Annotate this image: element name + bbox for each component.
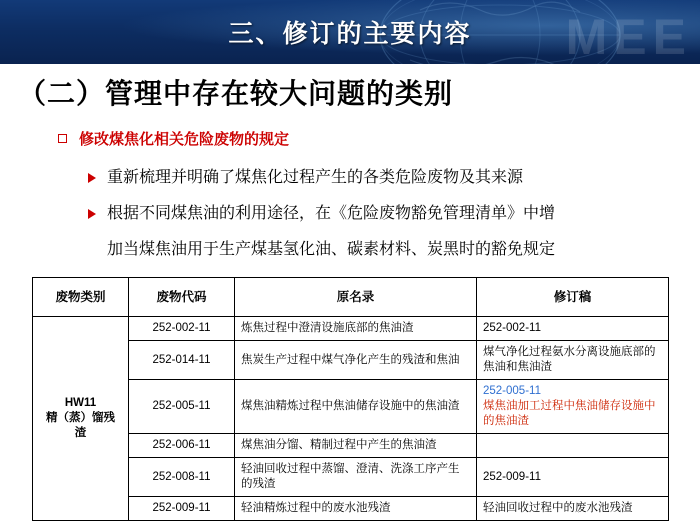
- table-row: [33, 341, 669, 380]
- table-cell-code: 252-002-11: [129, 317, 235, 341]
- table-cell-code: 252-014-11: [129, 341, 235, 380]
- table-row: [33, 317, 669, 341]
- table-row: [33, 497, 669, 521]
- table-cell-old-name: 炼焦过程中澄清设施底部的焦油渣: [235, 317, 477, 341]
- table-cell-revised: 轻油回收过程中的废水池残渣: [477, 497, 669, 521]
- table-header-revised: 修订稿: [477, 278, 669, 317]
- table-cell-code: 252-006-11: [129, 434, 235, 458]
- table-header-category: 废物类别: [33, 278, 129, 317]
- bullet-level2-first: [88, 166, 523, 190]
- bullet-level2-second-continuation: 加当煤焦油用于生产煤基氢化油、碳素材料、炭黑时的豁免规定: [107, 241, 556, 258]
- bullet-level2-second-label: 根据不同煤焦油的利用途径，在《危险废物豁免管理清单》中增: [107, 205, 556, 222]
- table-row: [33, 434, 669, 458]
- revised-text: 煤焦油加工过程中焦油储存设施中的焦油渣: [483, 400, 656, 427]
- triangle-bullet-icon: [88, 209, 96, 219]
- page-title: （二）管理中存在较大问题的类别: [18, 78, 454, 109]
- triangle-bullet-icon: [88, 173, 96, 183]
- bullet-level2-second: [88, 202, 555, 226]
- table-cell-revised: 252-009-11: [477, 458, 669, 497]
- waste-catalog-table: [32, 277, 669, 521]
- bullet-level2-first-label: 重新梳理并明确了煤焦化过程产生的各类危险废物及其来源: [107, 169, 524, 186]
- table-cell-code: 252-008-11: [129, 458, 235, 497]
- table-cell-code: 252-005-11: [129, 380, 235, 434]
- category-line-1: HW11: [64, 397, 97, 409]
- table-header-code: 废物代码: [129, 278, 235, 317]
- table-cell-revised: [477, 434, 669, 458]
- slide-header-banner: [0, 0, 700, 64]
- table-row: [33, 380, 669, 434]
- table-cell-old-name: 焦炭生产过程中煤气净化产生的残渣和焦油: [235, 341, 477, 380]
- table-cell-revised: 煤气净化过程氨水分离设施底部的焦油和焦油渣: [477, 341, 669, 380]
- table-header-row: [33, 278, 669, 317]
- square-bullet-icon: [58, 134, 67, 143]
- table-cell-old-name: 轻油回收过程中蒸馏、澄清、洗涤工序产生的残渣: [235, 458, 477, 497]
- category-line-3: 渣: [74, 427, 87, 439]
- bullet-level1: [58, 128, 289, 149]
- table-cell-category: [33, 317, 129, 521]
- bullet-level1-label: 修改煤焦化相关危险废物的规定: [79, 131, 290, 148]
- category-line-2: 精（蒸）馏残: [46, 412, 115, 424]
- revised-code: 252-005-11: [483, 385, 541, 397]
- table-header-old-name: 原名录: [235, 278, 477, 317]
- table-cell-old-name: 轻油精炼过程中的废水池残渣: [235, 497, 477, 521]
- table-cell-revised: 252-002-11: [477, 317, 669, 341]
- banner-watermark: MEE: [565, 9, 692, 64]
- table-cell-old-name: 煤焦油分馏、精制过程中产生的焦油渣: [235, 434, 477, 458]
- banner-title: 三、修订的主要内容: [228, 20, 472, 48]
- table-cell-revised: [477, 380, 669, 434]
- table-cell-code: 252-009-11: [129, 497, 235, 521]
- table-row: [33, 458, 669, 497]
- table-cell-old-name: 煤焦油精炼过程中焦油储存设施中的焦油渣: [235, 380, 477, 434]
